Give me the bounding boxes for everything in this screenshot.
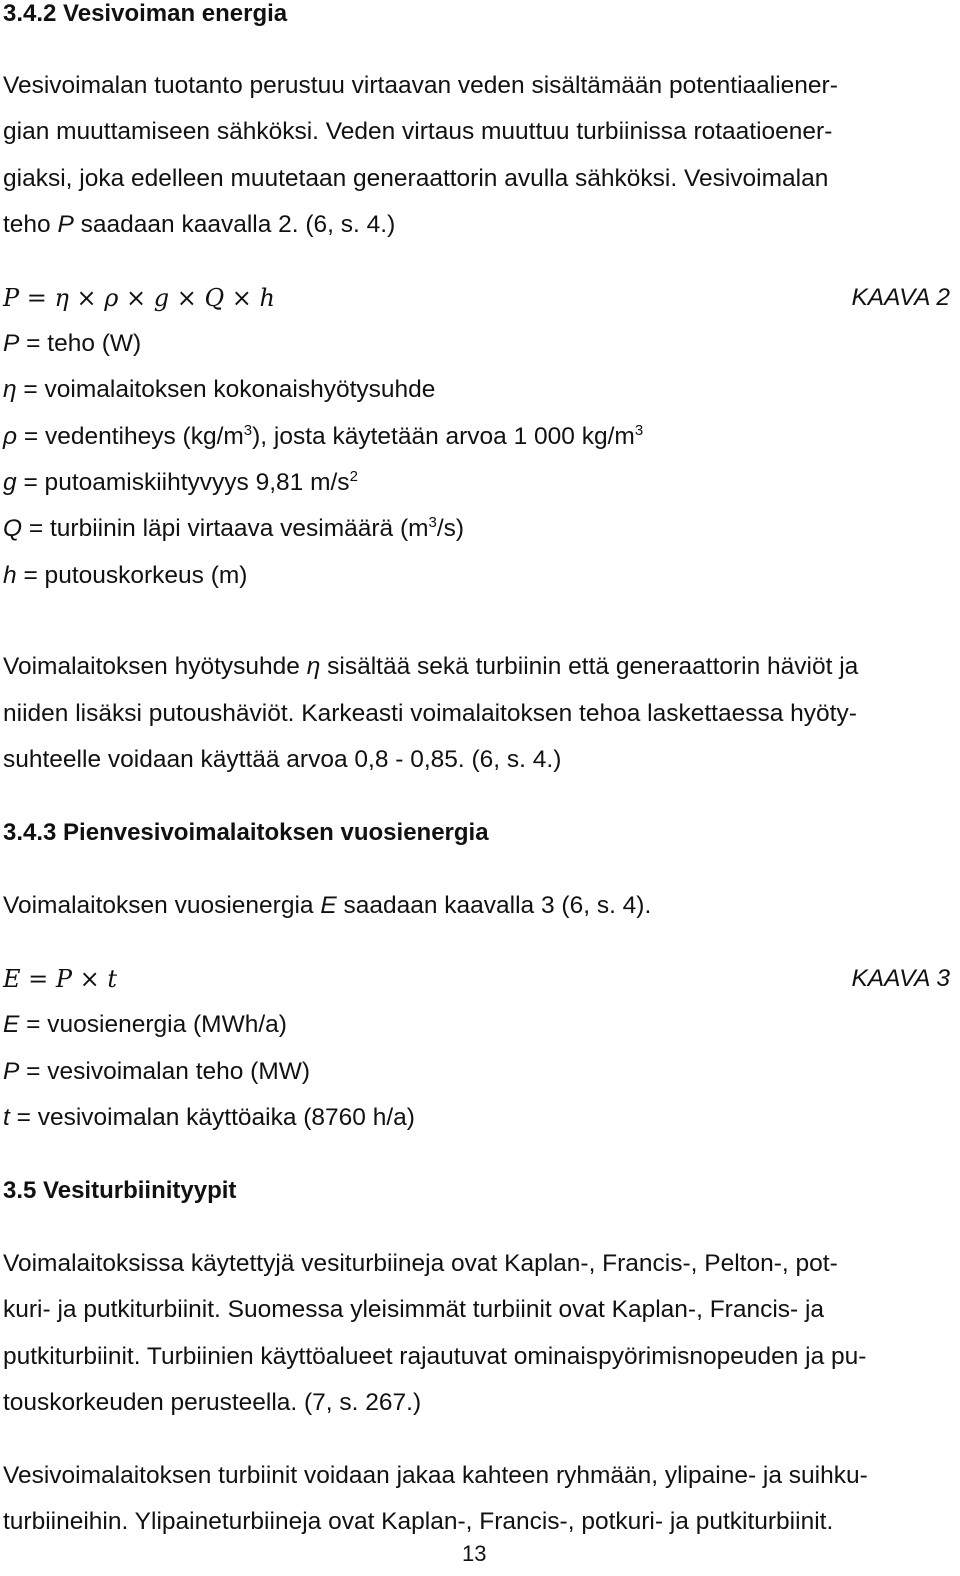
- variable-eta: η: [306, 653, 321, 680]
- paragraph-line: putkiturbiinit. Turbiinien käyttöalueet rajautuvat ominaispyörimisnopeuden ja pu-: [3, 1343, 867, 1370]
- paragraph-line: niiden lisäksi putoushäviöt. Karkeasti voimalaitoksen tehoa laskettaessa hyöty-: [3, 700, 857, 727]
- heading-3-4-2: 3.4.2 Vesivoiman energia: [3, 0, 288, 27]
- definition-row: ρ = vedentiheys $(kg/m^3)$, josta käytetään arvoa 1 000 $kg/m^3$: [3, 422, 644, 450]
- formula-2: P = η × ρ × g × Q × h: [3, 284, 275, 312]
- paragraph-line: Voimalaitoksen hyötysuhde η sisältää sekä turbiinin että generaattorin häviöt ja: [3, 653, 859, 680]
- definition-row: h = putouskorkeus (m): [3, 562, 248, 589]
- formula-2-label: KAAVA 2: [851, 284, 950, 311]
- definition-row: η = voimalaitoksen kokonaishyötysuhde: [3, 376, 436, 403]
- definition-row: P = vesivoimalan teho (MW): [3, 1058, 311, 1085]
- paragraph-line: kuri- ja putkiturbiinit. Suomessa yleisimmät turbiinit ovat Kaplan-, Francis- ja: [3, 1296, 825, 1323]
- paragraph-line: suhteelle voidaan käyttää arvoa 0,8 - 0,85. (6, s. 4.): [3, 746, 562, 773]
- paragraph-line: teho P saadaan kaavalla 2. (6, s. 4.): [3, 211, 396, 238]
- paragraph-line: Vesivoimalaitoksen turbiinit voidaan jakaa kahteen ryhmään, ylipaine- ja suihku-: [3, 1462, 868, 1489]
- definition-row: E = vuosienergia (MWh/a): [3, 1011, 287, 1038]
- definition-row: Q = turbiinin läpi virtaava vesimäärä $(m^3/s)$: [3, 514, 465, 542]
- paragraph-line: gian muuttamiseen sähköksi. Veden virtaus muuttuu turbiinissa rotaatioener-: [3, 118, 833, 145]
- paragraph-line: turbiineihin. Ylipaineturbiineja ovat Kaplan-, Francis-, potkuri- ja putkiturbiinit.: [3, 1508, 834, 1535]
- variable-p: P: [57, 211, 74, 238]
- page-number: 13: [462, 1541, 487, 1566]
- paragraph-3: Voimalaitoksen vuosienergia E saadaan kaavalla 3 (6, s. 4).: [3, 892, 652, 919]
- paragraph-line: Vesivoimalan tuotanto perustuu virtaavan veden sisältämään potentiaaliener-: [3, 72, 838, 99]
- formula-3-label: KAAVA 3: [851, 965, 950, 992]
- paragraph-line: giaksi, joka edelleen muutetaan generaattorin avulla sähköksi. Vesivoimalan: [3, 165, 829, 192]
- heading-3-5: 3.5 Vesiturbiinityypit: [3, 1177, 237, 1204]
- definition-row: t = vesivoimalan käyttöaika (8760 h/a): [3, 1104, 415, 1131]
- paragraph-line: touskorkeuden perusteella. (7, s. 267.): [3, 1389, 422, 1416]
- paragraph-line: Voimalaitoksissa käytettyjä vesiturbiineja ovat Kaplan-, Francis-, Pelton-, pot-: [3, 1250, 838, 1277]
- definition-row: P = teho (W): [3, 330, 142, 357]
- definition-row: g = putoamiskiihtyvyys 9,81 $m/s^2$: [3, 468, 358, 496]
- variable-e: E: [320, 892, 337, 919]
- formula-3: E = P × t: [3, 965, 118, 993]
- heading-3-4-3: 3.4.3 Pienvesivoimalaitoksen vuosienergia: [3, 819, 489, 846]
